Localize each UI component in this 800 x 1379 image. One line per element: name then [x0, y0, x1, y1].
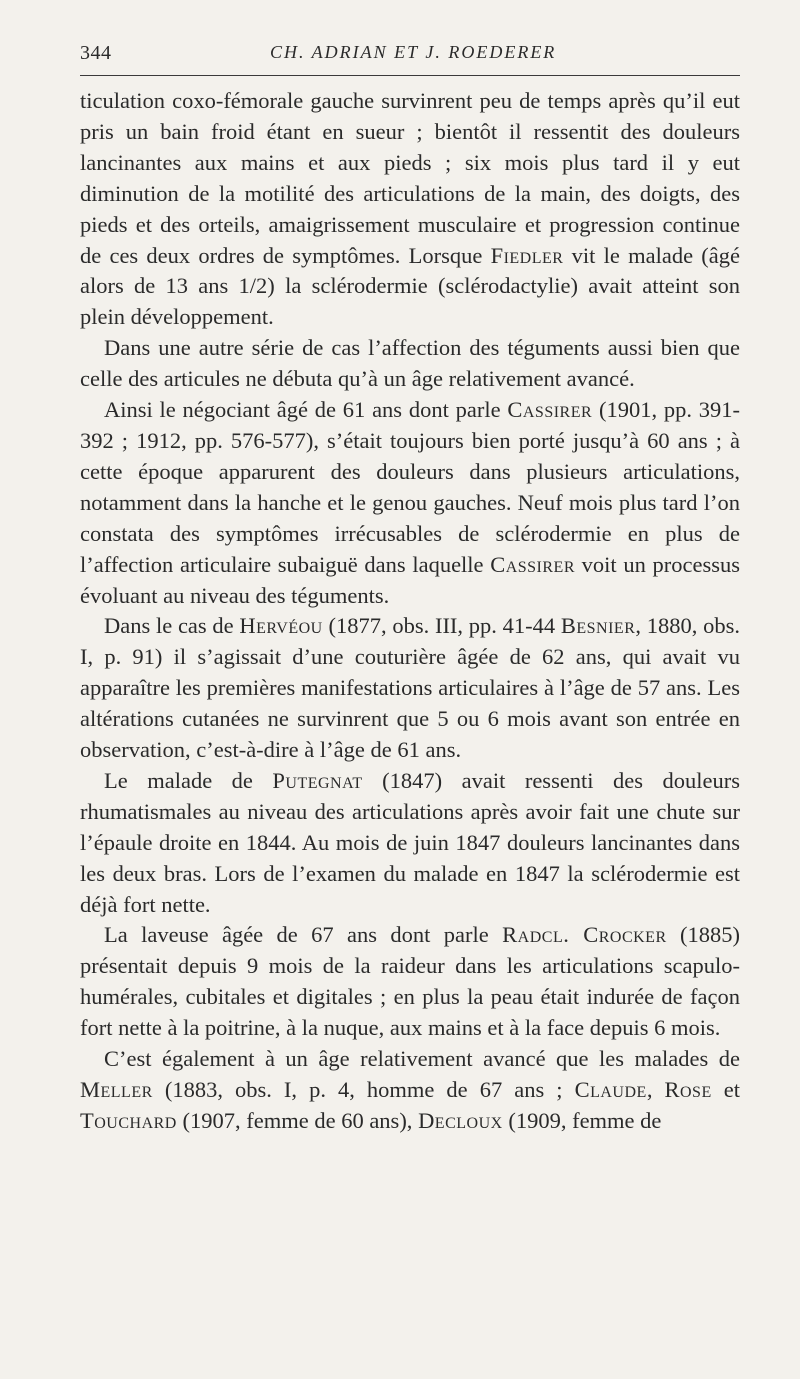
text-run: La laveuse âgée de 67 ans dont parle: [104, 922, 503, 948]
text-run: Ainsi le négociant âgé de 61 ans dont parle: [104, 397, 508, 423]
paragraph: [80, 920, 740, 1044]
text-run: ticulation coxo-fémorale gauche survinrent peu de temps après qu’il eut pris un bain froid étant en sueur ; bientôt il ressentit des douleurs lancinantes aux mains et aux pieds ; six mois plus tard il y eut diminution de la motilité des articulations de la main, des doigts, des pieds et des orteils, amaigrissement musculaire et progression continue de ces deux ordres de symptômes. Lorsque: [80, 88, 740, 268]
paragraph: [80, 86, 740, 333]
text-run: Le malade de: [104, 767, 273, 793]
author-name: Radcl. Crocker: [502, 922, 667, 948]
header-rule: [80, 75, 740, 76]
text-run: Dans le cas de: [104, 613, 240, 639]
text-run: Dans une autre série de cas l’affection des téguments aussi bien que celle des articules ne débuta qu’à un âge relativement avancé.: [80, 335, 740, 392]
text-run: (1907, femme de 60 ans),: [176, 1107, 419, 1133]
author-name: Touchard: [80, 1107, 177, 1133]
text-run: C’est également à un âge relativement avancé que les malades de: [104, 1046, 740, 1072]
author-name: Fiedler: [490, 242, 564, 268]
author-name: Cassirer: [507, 397, 593, 423]
text-run: ,: [646, 1077, 665, 1102]
page-number: 344: [80, 42, 112, 64]
text-run: (1847) avait ressenti des douleurs rhumatismales au niveau des articulations après avoir fait une chute sur l’épaule droite en 1844. Au mois de juin 1847 douleurs lancinantes dans les deux bras. Lors de l’examen du malade en 1847 la sclérodermie est déjà fort nette.: [80, 767, 741, 917]
body-text: [80, 86, 740, 1137]
text-run: et: [711, 1077, 740, 1102]
text-run: , 1880, obs. I, p. 91) il s’agissait d’une couturière âgée de 62 ans, qui avait vu apparaître les premières manifestations articulaires à l’âge de 57 ans. Les altérations cutanées ne survinrent que 5 ou 6 mois avant son entrée en observation, c’est-à-dire à l’âge de 61 ans.: [80, 613, 740, 763]
text-run: (1885) présentait depuis 9 mois de la raideur dans les articulations scapulo-humérales, cubitales et digitales ; en plus la peau était indurée de façon fort nette à la poitrine, à la nuque, aux mains et à la face depuis 6 mois.: [80, 922, 741, 1041]
page-header: [80, 36, 740, 76]
paragraph: [80, 766, 740, 921]
author-name: Decloux: [418, 1107, 503, 1133]
paragraph: [80, 1044, 740, 1137]
text-run: voit un processus évoluant au niveau des téguments.: [80, 551, 740, 608]
author-name: Putegnat: [272, 767, 363, 793]
text-run: (1901, pp. 391-392 ; 1912, pp. 576-577), s’était toujours bien porté jusqu’à 60 ans ; à cette époque apparurent des douleurs dans plusieurs articulations, notamment dans la hanche et le genou gauches. Neuf mois plus tard l’on constata des symptômes irrécusables de sclérodermie en plus de l’affection articulaire subaiguë dans laquelle: [80, 397, 740, 577]
text-run: (1883, obs. I, p. 4, homme de 67 ans ;: [152, 1077, 575, 1102]
paragraph: [80, 611, 740, 766]
author-name: Besnier: [560, 613, 636, 639]
author-name: Hervéou: [239, 613, 323, 639]
author-name: Claude: [574, 1077, 647, 1102]
paragraph: [80, 395, 740, 611]
author-name: Rose: [664, 1077, 712, 1102]
text-run: (1877, obs. III, pp. 41-44: [322, 613, 561, 639]
running-head: CH. ADRIAN ET J. ROEDERER: [270, 42, 557, 62]
text-run: vit le malade (âgé alors de 13 ans 1/2) la sclérodermie (sclérodactylie) avait atteint son plein développement.: [80, 242, 740, 330]
author-name: Cassirer: [490, 551, 576, 577]
text-run: (1909, femme de: [502, 1107, 662, 1133]
author-name: Meller: [80, 1077, 153, 1102]
paragraph: [80, 333, 740, 395]
